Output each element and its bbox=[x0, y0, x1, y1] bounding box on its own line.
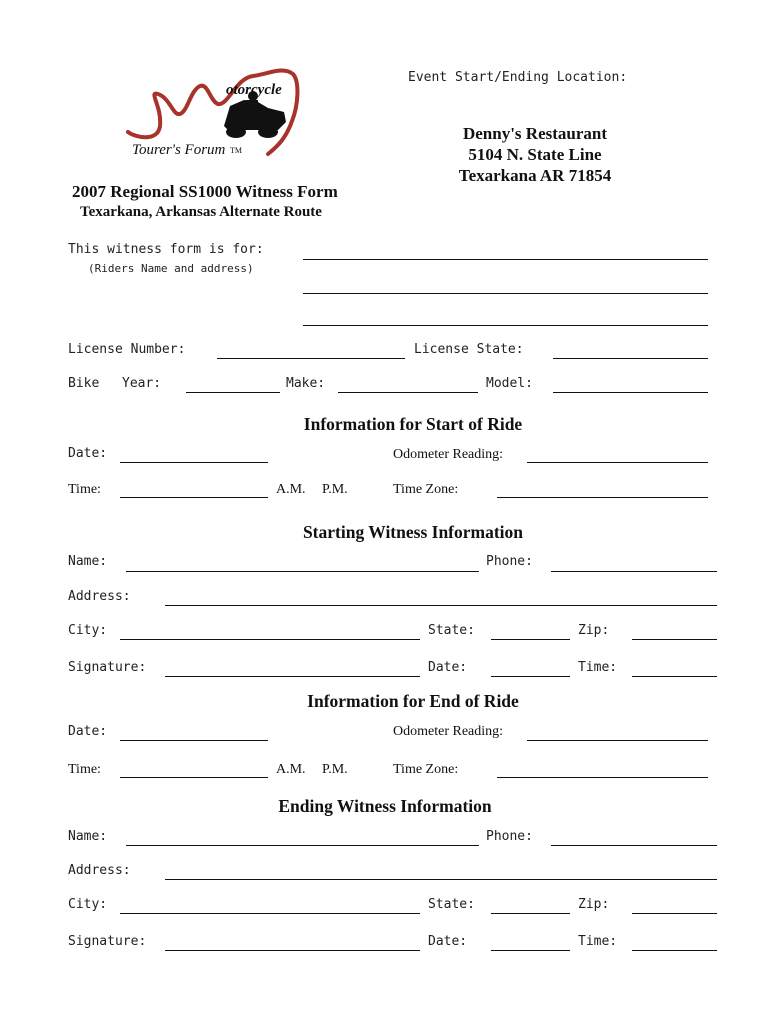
witness-for-hint: (Riders Name and address) bbox=[88, 262, 254, 275]
bike-year-label: Year: bbox=[122, 376, 162, 391]
sw-signature-field[interactable] bbox=[165, 676, 420, 677]
rider-line-1[interactable] bbox=[303, 259, 708, 260]
sw-phone-label: Phone: bbox=[486, 554, 533, 569]
start-am-option[interactable]: A.M. bbox=[276, 482, 306, 497]
end-am-option[interactable]: A.M. bbox=[276, 762, 306, 777]
ew-date-label: Date: bbox=[428, 934, 468, 949]
end-odometer-field[interactable] bbox=[527, 740, 708, 741]
start-ride-heading: Information for Start of Ride bbox=[303, 414, 523, 434]
ew-city-label: City: bbox=[68, 897, 108, 912]
ew-signature-field[interactable] bbox=[165, 950, 420, 951]
start-time-field[interactable] bbox=[120, 497, 268, 498]
sw-date-label: Date: bbox=[428, 660, 468, 675]
start-odometer-label: Odometer Reading: bbox=[393, 447, 504, 462]
end-odometer-label: Odometer Reading: bbox=[393, 724, 504, 739]
sw-address-label: Address: bbox=[68, 589, 131, 604]
ew-phone-label: Phone: bbox=[486, 829, 533, 844]
ew-phone-field[interactable] bbox=[551, 845, 717, 846]
event-location-label: Event Start/Ending Location: bbox=[408, 70, 628, 85]
license-state-label: License State: bbox=[414, 342, 524, 357]
ew-name-field[interactable] bbox=[126, 845, 479, 846]
bike-make-label: Make: bbox=[286, 376, 326, 391]
venue-city: Texarkana AR 71854 bbox=[458, 166, 612, 185]
sw-city-field[interactable] bbox=[120, 639, 420, 640]
bike-label: Bike bbox=[68, 376, 100, 391]
form-title: 2007 Regional SS1000 Witness Form bbox=[72, 182, 338, 201]
ew-state-label: State: bbox=[428, 897, 475, 912]
license-state-field[interactable] bbox=[553, 358, 708, 359]
sw-name-field[interactable] bbox=[126, 571, 479, 572]
sw-name-label: Name: bbox=[68, 554, 108, 569]
ew-name-label: Name: bbox=[68, 829, 108, 844]
sw-state-field[interactable] bbox=[491, 639, 570, 640]
sw-time-field[interactable] bbox=[632, 676, 717, 677]
start-witness-heading: Starting Witness Information bbox=[302, 522, 524, 542]
start-timezone-label: Time Zone: bbox=[393, 482, 459, 497]
ew-zip-label: Zip: bbox=[578, 897, 610, 912]
logo-trademark: TM bbox=[230, 146, 242, 155]
sw-signature-label: Signature: bbox=[68, 660, 147, 675]
end-time-label: Time: bbox=[68, 762, 101, 777]
logo-text-bottom: Tourer's Forum bbox=[132, 142, 226, 158]
end-witness-heading: Ending Witness Information bbox=[278, 796, 492, 816]
ew-zip-field[interactable] bbox=[632, 913, 717, 914]
rider-line-2[interactable] bbox=[303, 293, 708, 294]
end-timezone-field[interactable] bbox=[497, 777, 708, 778]
ew-time-field[interactable] bbox=[632, 950, 717, 951]
end-time-field[interactable] bbox=[120, 777, 268, 778]
motorcycle-tourers-forum-logo bbox=[118, 66, 308, 176]
ew-date-field[interactable] bbox=[491, 950, 570, 951]
start-date-field[interactable] bbox=[120, 462, 268, 463]
end-pm-option[interactable]: P.M. bbox=[322, 762, 348, 777]
license-number-label: License Number: bbox=[68, 342, 186, 357]
venue-name: Denny's Restaurant bbox=[462, 124, 608, 143]
end-timezone-label: Time Zone: bbox=[393, 762, 459, 777]
bike-year-field[interactable] bbox=[186, 392, 280, 393]
end-ride-heading: Information for End of Ride bbox=[307, 691, 519, 711]
bike-make-field[interactable] bbox=[338, 392, 478, 393]
bike-model-field[interactable] bbox=[553, 392, 708, 393]
ew-address-label: Address: bbox=[68, 863, 131, 878]
sw-time-label: Time: bbox=[578, 660, 618, 675]
end-date-label: Date: bbox=[68, 724, 108, 739]
sw-phone-field[interactable] bbox=[551, 571, 717, 572]
logo-text-top: otorcycle bbox=[226, 82, 282, 98]
sw-state-label: State: bbox=[428, 623, 475, 638]
start-odometer-field[interactable] bbox=[527, 462, 708, 463]
start-time-label: Time: bbox=[68, 482, 101, 497]
bike-model-label: Model: bbox=[486, 376, 533, 391]
sw-address-field[interactable] bbox=[165, 605, 717, 606]
ew-signature-label: Signature: bbox=[68, 934, 147, 949]
sw-city-label: City: bbox=[68, 623, 108, 638]
ew-city-field[interactable] bbox=[120, 913, 420, 914]
ew-address-field[interactable] bbox=[165, 879, 717, 880]
form-subtitle: Texarkana, Arkansas Alternate Route bbox=[80, 204, 322, 220]
ew-time-label: Time: bbox=[578, 934, 618, 949]
rider-line-3[interactable] bbox=[303, 325, 708, 326]
end-date-field[interactable] bbox=[120, 740, 268, 741]
sw-zip-field[interactable] bbox=[632, 639, 717, 640]
start-timezone-field[interactable] bbox=[497, 497, 708, 498]
start-date-label: Date: bbox=[68, 446, 108, 461]
ew-state-field[interactable] bbox=[491, 913, 570, 914]
venue-street: 5104 N. State Line bbox=[468, 145, 602, 164]
sw-date-field[interactable] bbox=[491, 676, 570, 677]
sw-zip-label: Zip: bbox=[578, 623, 610, 638]
license-number-field[interactable] bbox=[217, 358, 405, 359]
start-pm-option[interactable]: P.M. bbox=[322, 482, 348, 497]
witness-for-label: This witness form is for: bbox=[68, 242, 264, 257]
